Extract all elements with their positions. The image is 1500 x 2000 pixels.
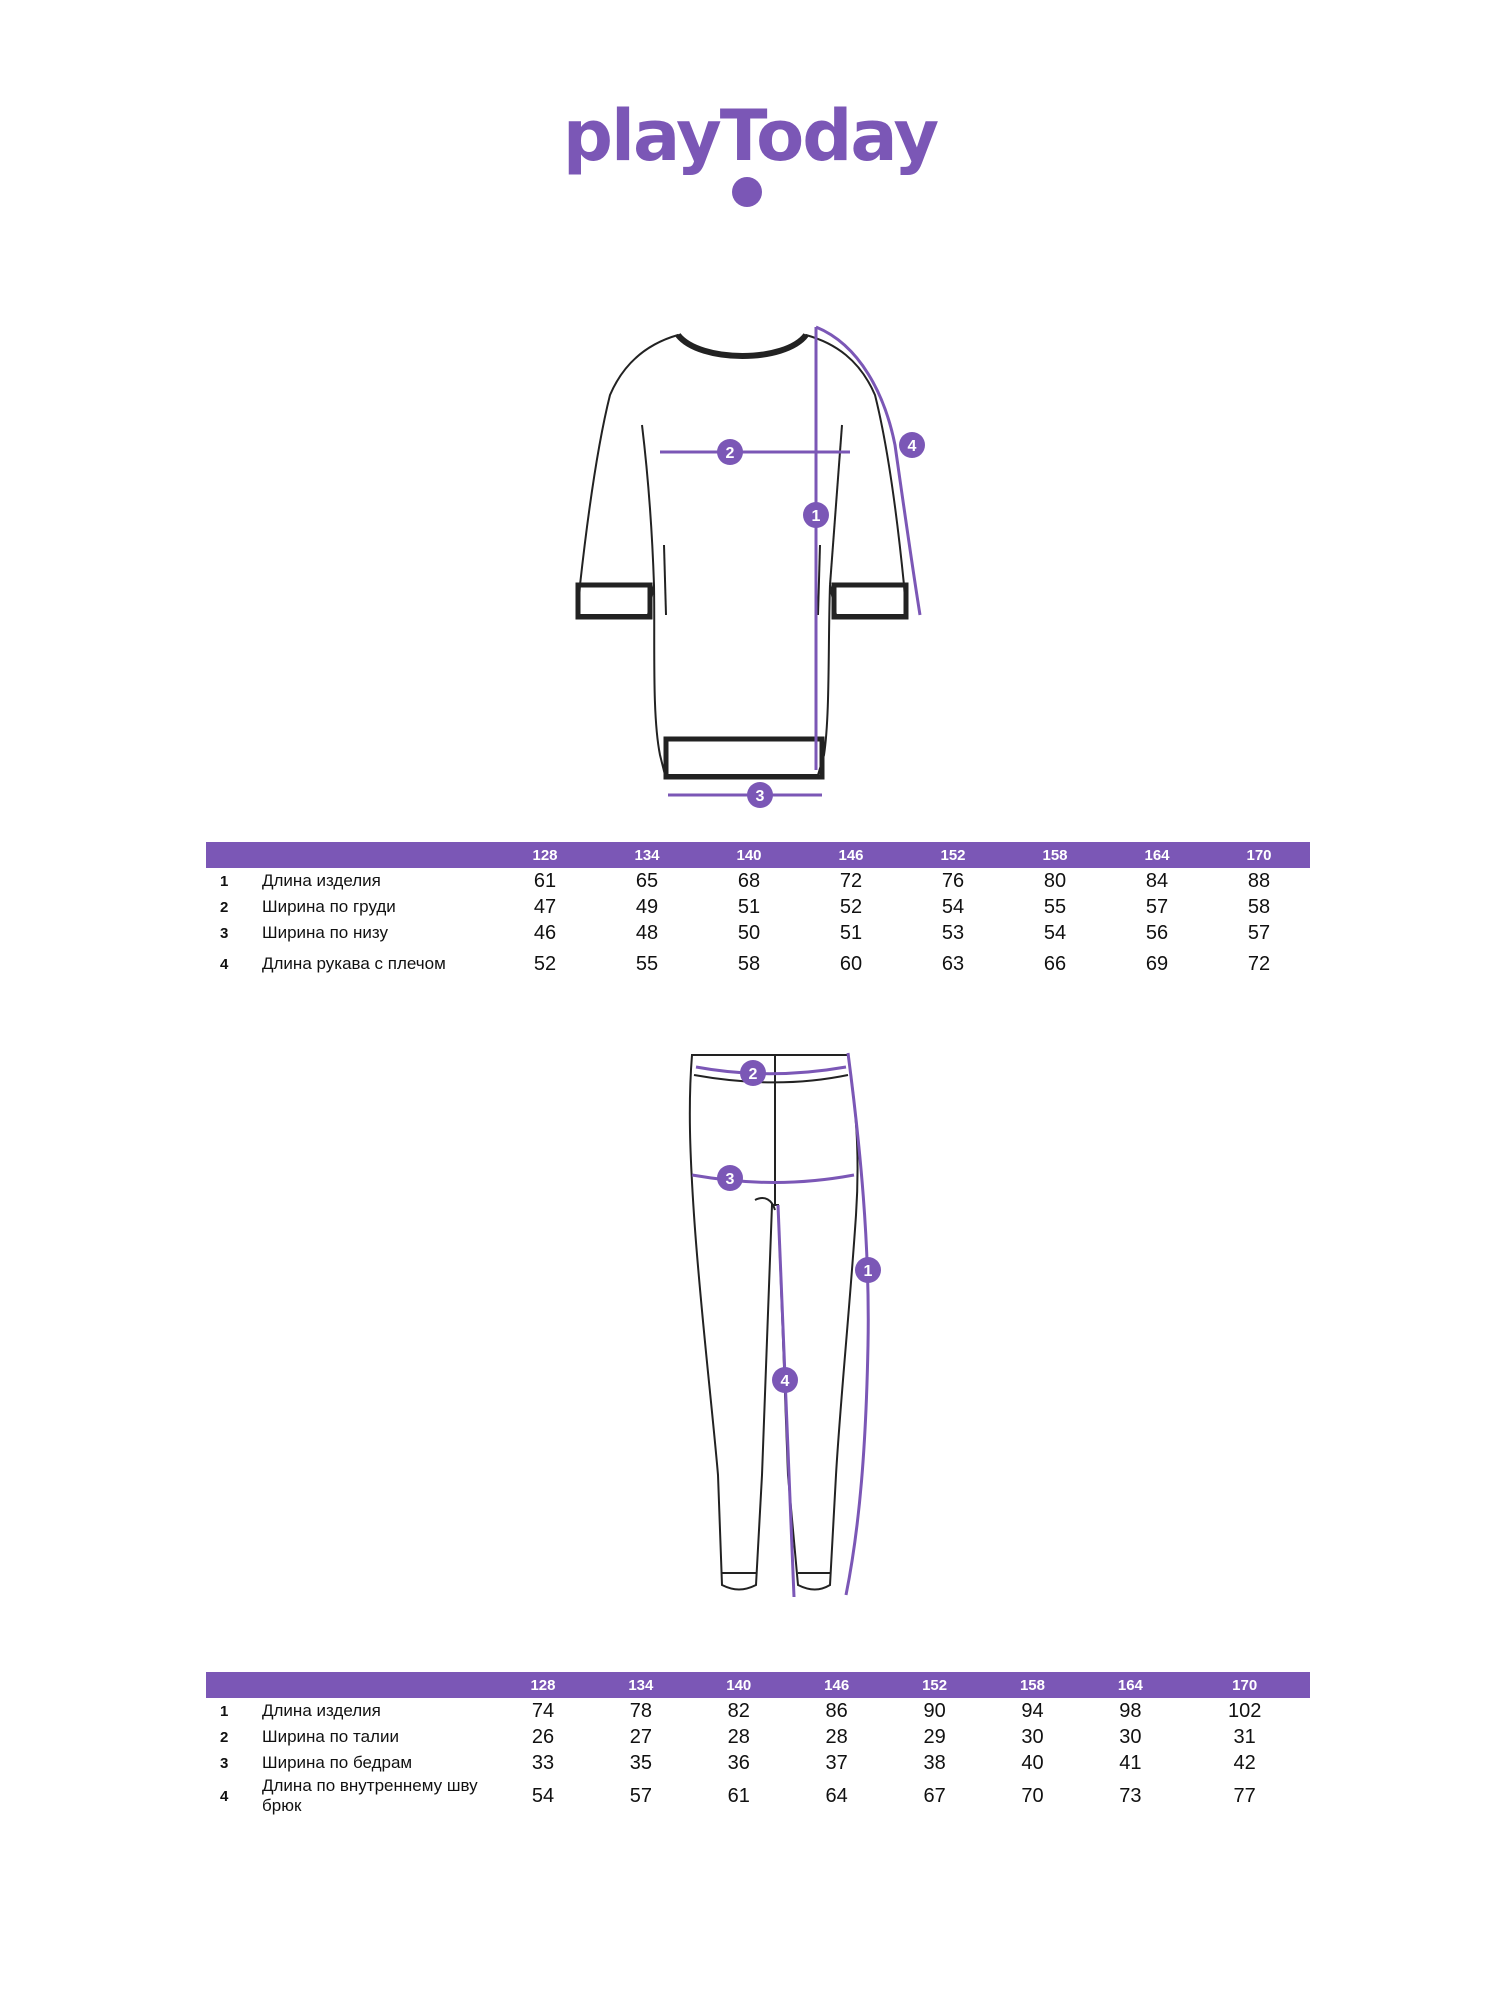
size-158: 158 [984,1672,1082,1698]
table-row: 3 Ширина по низу 46 48 50 51 53 54 56 57 [220,921,1271,944]
size-128: 128 [494,842,596,868]
marker-sleeve: 4 [907,438,917,455]
dress-technical-drawing [560,315,980,815]
table-row: 4 Длина рукава с плечом 52 55 58 60 63 66 69 72 [220,952,1271,975]
marker-waist: 2 [748,1066,758,1083]
table-row: 4 Длина по внутреннему шву брюк 54 57 61 64 67 70 73 77 [220,1776,1256,1815]
logo-text: playToday [562,95,938,177]
size-158: 158 [1004,842,1106,868]
size-170: 170 [1208,842,1310,868]
size-146: 146 [788,1672,886,1698]
marker-length: 1 [811,508,821,525]
size-152: 152 [886,1672,984,1698]
marker-hips: 3 [725,1171,735,1188]
size-header-row [206,842,1310,868]
dress-size-table [206,842,1310,982]
size-134: 134 [596,842,698,868]
table-row: 1 Длина изделия 74 78 82 86 90 94 98 102 [220,1699,1262,1722]
table-row: 1 Длина изделия 61 65 68 72 76 80 84 88 [220,869,1271,892]
logo-dot [732,177,762,207]
size-164: 164 [1081,1672,1179,1698]
size-152: 152 [902,842,1004,868]
size-134: 134 [592,1672,690,1698]
marker-inseam: 4 [780,1373,790,1390]
marker-hem: 3 [755,788,765,805]
size-header-row [206,1672,1310,1698]
marker-chest: 2 [725,445,735,462]
size-140: 140 [690,1672,788,1698]
leggings-size-table [206,1672,1310,1816]
table-row: 2 Ширина по груди 47 49 51 52 54 55 57 58 [220,895,1271,918]
size-128: 128 [494,1672,592,1698]
leggings-technical-drawing [660,1045,900,1605]
size-146: 146 [800,842,902,868]
table-row: 2 Ширина по талии 26 27 28 28 29 30 30 31 [220,1725,1256,1748]
brand-logo [540,95,960,215]
table-row: 3 Ширина по бедрам 33 35 36 37 38 40 41 42 [220,1751,1256,1774]
marker-length: 1 [863,1263,873,1280]
size-170: 170 [1179,1672,1310,1698]
size-164: 164 [1106,842,1208,868]
size-140: 140 [698,842,800,868]
